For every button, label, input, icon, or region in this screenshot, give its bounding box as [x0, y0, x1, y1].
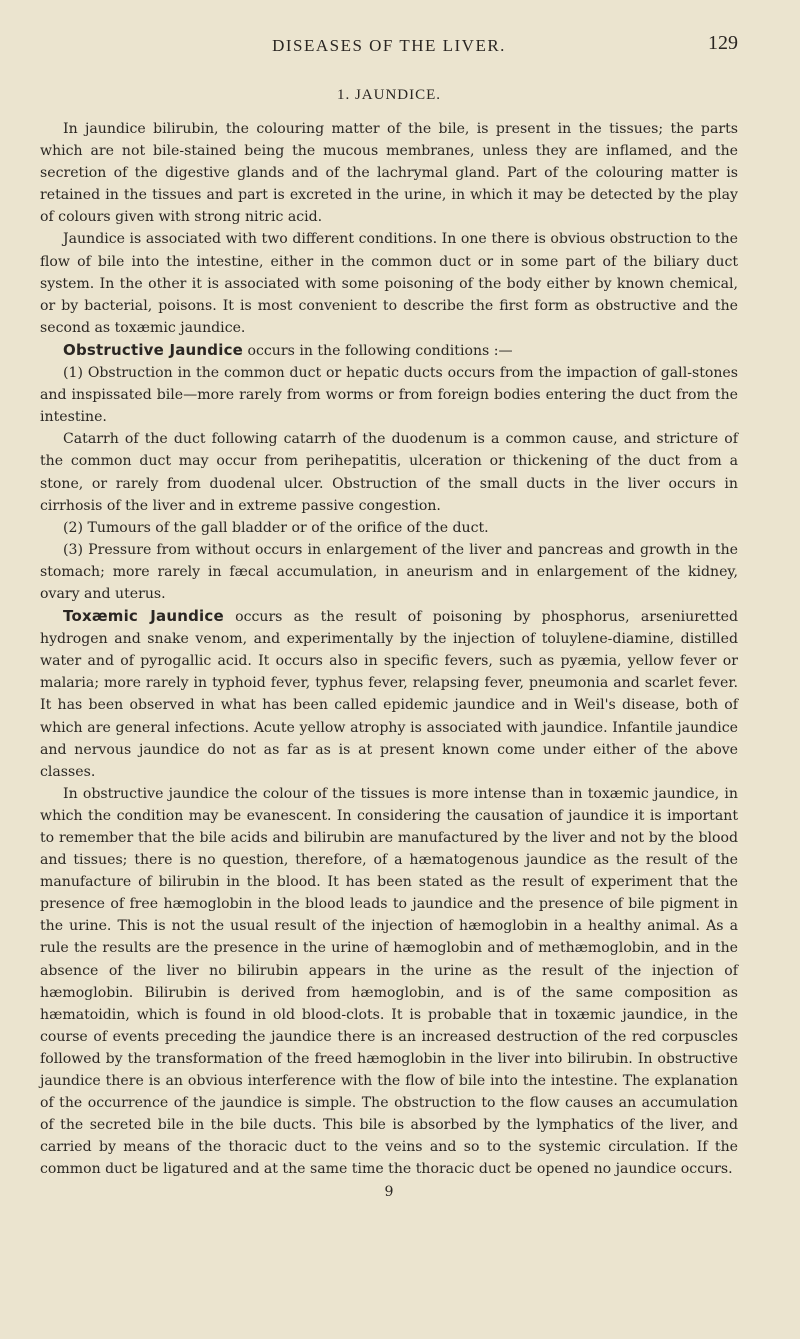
paragraph-two-conditions [40, 228, 738, 338]
paragraph-cause-3 [40, 539, 738, 605]
paragraph-bilirubin [40, 118, 738, 228]
paragraph-text: (1) Obstruction in the common duct or hepatic ducts occurs from the impaction of gall-stones and inspissated bile—more rarely from worms or from foreign bodies entering the duct from the intestine. [40, 365, 738, 426]
paragraph-text: occurs in the following conditions :— [243, 342, 513, 359]
paragraph-text: occurs as the result of poisoning by phosphorus, arseniuretted hydrogen and snake venom, and experimentally by the injection of toluylene-diamine, distilled water and of pyrogallic acid. It occurs also in specific fevers, such as pyæmia, yellow fever or malaria; more rarely in typhoid fever, typhus fever, relapsing fever, pneumonia and scarlet fever. It has been observed in what has been called epidemic jaundice and in Weil's disease, both of which are general infections. Acute yellow atrophy is associated with jaundice. Infantile jaundice and nervous jaundice do not as far as is at present known come under either of the above classes. [40, 609, 739, 780]
paragraph-text: Catarrh of the duct following catarrh of the duodenum is a common cause, and stricture of the common duct may occur from perihepatitis, ulceration or thickening of the duct from a stone, or rarely from duodenal ulcer. Obstruction of the small ducts in the liver occurs in cirrhosis of the liver and in extreme passive congestion. [40, 431, 738, 514]
subheading-obstructive-jaundice: Obstructive Jaundice [63, 340, 244, 359]
paragraph-catarrh [40, 428, 738, 516]
paragraph-text: In jaundice bilirubin, the colouring matter of the bile, is present in the tissues; the parts which are not bile-stained being the mucous membranes, unless they are inflamed, and the secretion of the digestive glands and of the lachrymal gland. Part of the colouring matter is retained in the tissues and part is excreted in the urine, in which it may be detected by the play of colours given with strong nitric acid. [40, 121, 738, 226]
paragraph-obstructive-heading [40, 339, 738, 362]
paragraph-text: In obstructive jaundice the colour of the tissues is more intense than in toxæmic jaundice, in which the condition may be evanescent. In considering the causation of jaundice it is important to remember that the bile acids and bilirubin are manufactured by the liver and not by the blood and tissues; there is no question, therefore, of a hæmatogenous jaundice as the result of the manufacture of bilirubin in the blood. It has been stated as the result of experiment that the presence of free hæmoglobin in the blood leads to jaundice and the presence of bile pigment in the urine. This is not the usual result of the injection of hæmoglobin in a healthy animal. As a rule the results are the presence in the urine of hæmoglobin and of methæmoglobin, and in the absence of the liver no bilirubin appears in the urine as the result of the injection of hæmoglobin. Bilirubin is derived from hæmoglobin, and is of the same composition as hæmatoidin, which is found in old blood-clots. It is probable that in toxæmic jaundice, in the course of events preceding the jaundice there is an increased destruction of the red corpuscles followed by the transformation of the freed hæmoglobin in the liver into bilirubin. In obstructive jaundice there is an obvious interference with the flow of bile into the intestine. The explanation of the occurrence of the jaundice is simple. The obstruction to the flow causes an accumulation of the secreted bile in the bile ducts. This bile is absorbed by the lymphatics of the liver, and carried by means of the thoracic duct to the veins and so to the systemic circulation. If the common duct be ligatured and at the same time the thoracic duct be opened no jaundice occurs. [40, 785, 738, 1178]
paragraph-cause-2 [40, 517, 738, 539]
paragraph-text: Jaundice is associated with two different conditions. In one there is obvious obstruction to the flow of bile into the intestine, either in the common duct or in some part of the biliary duct system. In the other it is associated with some poisoning of the body either by known chemical, or by bacterial, poisons. It is most convenient to describe the first form as obstructive and the second as toxæmic jaundice. [40, 231, 738, 336]
paragraph-discussion [40, 783, 738, 1181]
section-title: 1. JAUNDICE. [336, 87, 442, 103]
signature-mark: 9 [384, 1183, 394, 1200]
running-head [40, 32, 738, 66]
paragraph-text: (3) Pressure from without occurs in enlargement of the liver and pancreas and growth in the stomach; more rarely in fæcal accumulation, in aneurism and in enlargement of the kidney, ovary and uterus. [40, 541, 738, 602]
running-title: DISEASES OF THE LIVER. [272, 36, 506, 55]
paragraph-text: (2) Tumours of the gall bladder or of the orifice of the duct. [63, 519, 489, 536]
page-number: 129 [708, 32, 738, 54]
body-text [40, 118, 738, 1181]
subheading-toxaemic-jaundice: Toxæmic Jaundice [63, 607, 224, 626]
paragraph-toxaemic [40, 605, 738, 783]
paragraph-cause-1 [40, 362, 738, 428]
